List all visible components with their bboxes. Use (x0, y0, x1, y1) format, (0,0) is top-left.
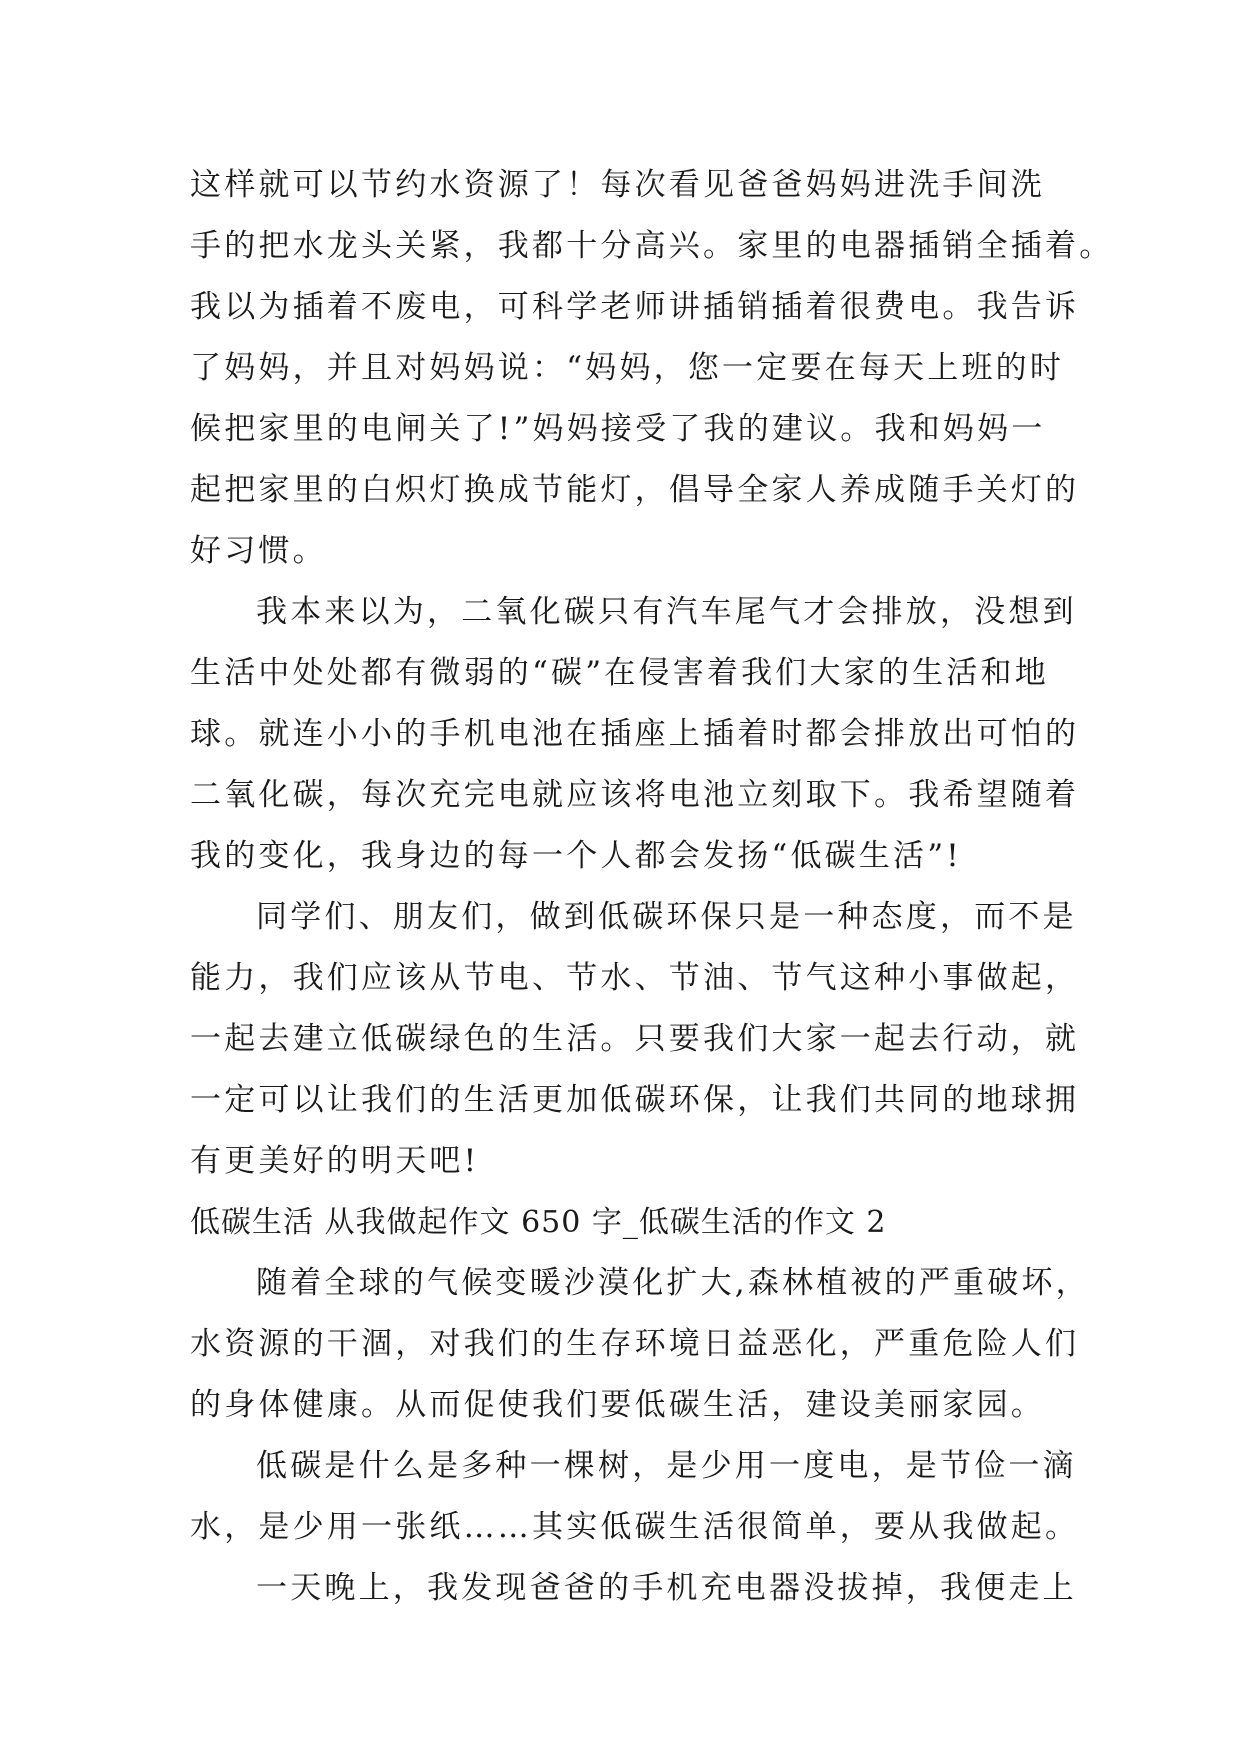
text-line: 一起去建立低碳绿色的生活。只要我们大家一起去行动，就 (190, 1021, 1080, 1057)
text-line: 生活中处处都有微弱的“碳”在侵害着我们大家的生活和地 (190, 655, 1049, 691)
section-heading: 低碳生活 从我做起作文 650 字_低碳生活的作文 2 (190, 1205, 887, 1240)
text-line: 水，是少用一张纸……其实低碳生活很简单，要从我做起。 (190, 1509, 1080, 1545)
text-line: 球。就连小小的手机电池在插座上插着时都会排放出可怕的 (190, 716, 1080, 752)
paragraph-start-line: 低碳是什么是多种一棵树，是少用一度电，是节俭一滴 (256, 1448, 1077, 1484)
text-line: 二氧化碳，每次充完电就应该将电池立刻取下。我希望随着 (190, 777, 1080, 813)
text-line: 我的变化，我身边的每一个人都会发扬“低碳生活”! (190, 838, 962, 874)
text-line: 能力，我们应该从节电、节水、节油、节气这种小事做起， (190, 960, 1080, 996)
text-line: 候把家里的电闸关了!”妈妈接受了我的建议。我和妈妈一 (190, 411, 1046, 447)
text-line: 起把家里的白炽灯换成节能灯，倡导全家人养成随手关灯的 (190, 472, 1080, 508)
text-line: 这样就可以节约水资源了！每次看见爸爸妈妈进洗手间洗 (190, 167, 1045, 203)
text-line: 手的把水龙头关紧，我都十分高兴。家里的电器插销全插着。 (190, 228, 1114, 264)
text-line: 了妈妈，并且对妈妈说：“妈妈，您一定要在每天上班的时 (190, 350, 1065, 386)
text-line: 的身体健康。从而促使我们要低碳生活，建设美丽家园。 (190, 1387, 1045, 1423)
text-line: 水资源的干涸，对我们的生存环境日益恶化，严重危险人们 (190, 1326, 1080, 1362)
text-line: 一定可以让我们的生活更加低碳环保，让我们共同的地球拥 (190, 1082, 1080, 1118)
text-line: 有更美好的明天吧! (190, 1143, 480, 1179)
text-line: 我以为插着不废电，可科学老师讲插销插着很费电。我告诉 (190, 289, 1080, 325)
paragraph-start-line: 同学们、朋友们，做到低碳环保只是一种态度，而不是 (256, 899, 1077, 935)
paragraph-start-line: 我本来以为，二氧化碳只有汽车尾气才会排放，没想到 (256, 594, 1077, 630)
document-body (190, 155, 1114, 1619)
paragraph-start-line: 随着全球的气候变暖沙漠化扩大,森林植被的严重破坏， (256, 1265, 1090, 1301)
text-line: 好习惯。 (190, 533, 327, 569)
paragraph-start-line: 一天晚上，我发现爸爸的手机充电器没拔掉，我便走上 (256, 1570, 1077, 1606)
